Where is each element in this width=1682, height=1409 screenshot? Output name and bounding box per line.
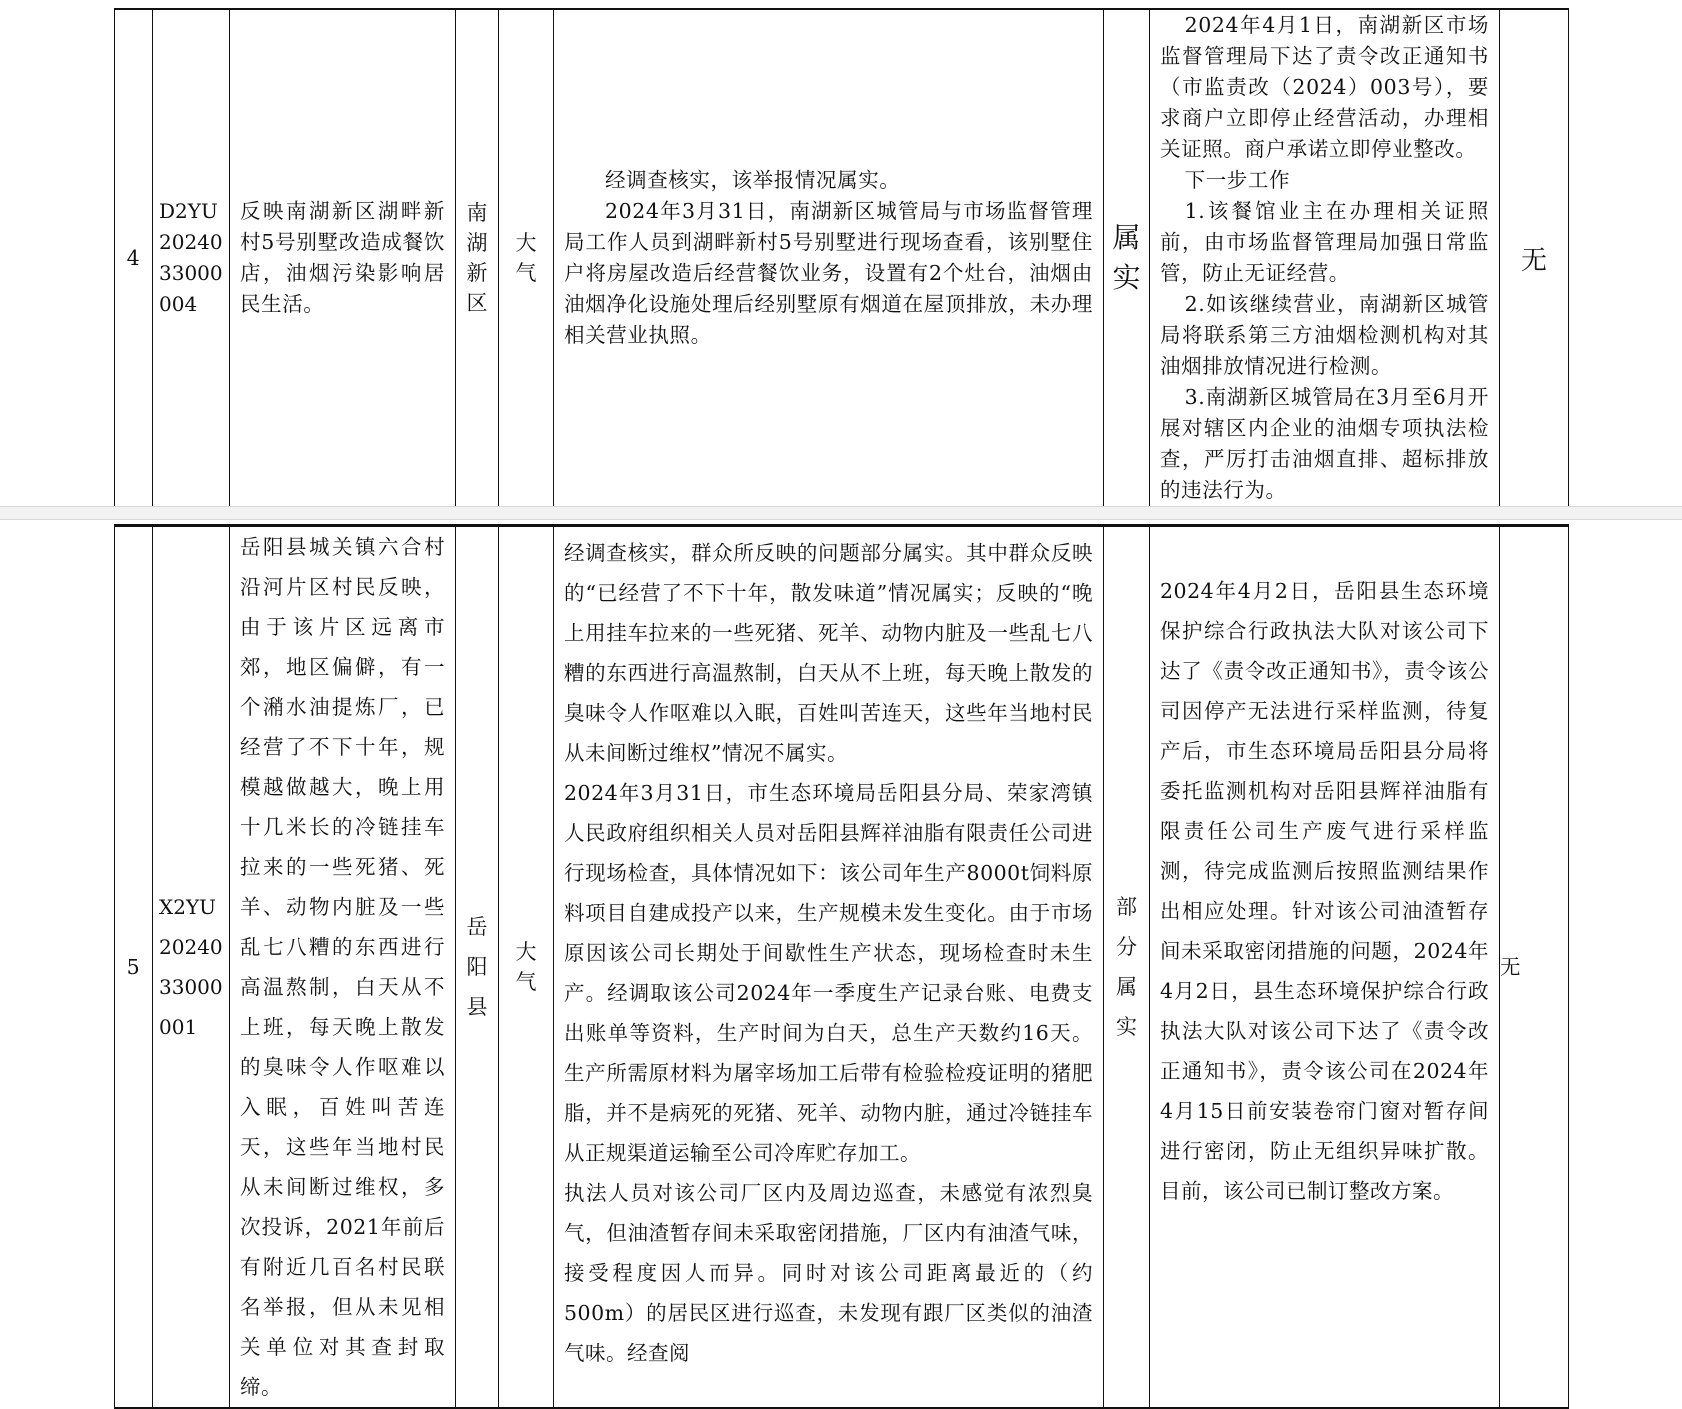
handling-paragraph: 下一步工作 — [1184, 168, 1291, 192]
investigation-paragraph: 2024年3月31日，市生态环境局岳阳县分局、荣家湾镇人民政府组织相关人员对岳阳县辉祥油脂有限责任公司进行现场检查，具体情况如下：该公司年生产8000t饲料原料项目自建成投产以来，生产规模未发生变化。由于市场原因该公司长期处于间歇性生产状态，现场检查时未生产。经调取该公司2024年一季度生产记录台账、电费支出账单等资料，生产时间为白天，总生产天数约16天。生产所需原材料为屠宰场加工后带有检验检疫证明的猪肥脂，并不是病死的死猪、死羊、动物内脏，通过冷链挂车从正规渠道运输至公司冷库贮存加工。 — [564, 781, 1093, 1165]
report-table-bottom — [114, 524, 1569, 1409]
complaint-cell — [230, 526, 456, 1409]
table-row — [115, 9, 1569, 508]
handling-cell — [1150, 526, 1500, 1409]
table-row — [115, 526, 1569, 1409]
pollution-category: 大气 — [515, 231, 537, 285]
page-break — [0, 506, 1682, 520]
report-table-top — [114, 8, 1569, 509]
handling-paragraph: 2024年4月2日，岳阳县生态环境保护综合行政执法大队对该公司下达了《责令改正通知书》，责令该公司因停产无法进行采样监测，待复产后，市生态环境局岳阳县分局将委托监测机构对岳阳县辉祥油脂有限责任公司生产废气进行采样监测，待完成监测后按照监测结果作出相应处理。针对该公司油渣暂存间未采取密闭措施的问题，2024年4月2日，县生态环境保护综合行政执法大队对该公司下达了《责令改正通知书》，责令该公司在2024年4月15日前安装卷帘门窗对暂存间进行密闭，防止无组织异味扩散。目前，该公司已制订整改方案。 — [1160, 579, 1489, 1203]
category-cell — [499, 9, 554, 508]
case-id-cell — [153, 526, 230, 1409]
case-id: X2YU2024033000001 — [159, 895, 223, 1039]
area-cell — [456, 9, 499, 508]
area-cell — [456, 526, 499, 1409]
investigation-paragraph: 2024年3月31日，南湖新区城管局与市场监督管理局工作人员到湖畔新村5号别墅进行现场查看，该别墅住户将房屋改造后经营餐饮业务，设置有2个灶台，油烟由油烟净化设施处理后经别墅原有烟道在屋顶排放，未办理相关营业执照。 — [564, 199, 1093, 347]
complaint-cell — [230, 9, 456, 508]
row-number-cell — [115, 526, 153, 1409]
handling-paragraph: 2024年4月1日，南湖新区市场监督管理局下达了责令改正通知书（市监责改（2024）003号），要求商户立即停止经营活动，办理相关证照。商户承诺立即停业整改。 — [1160, 13, 1489, 161]
accountability-cell — [1500, 526, 1569, 1409]
complaint-text: 反映南湖新区湖畔新村5号别墅改造成餐饮店，油烟污染影响居民生活。 — [240, 199, 445, 316]
row-number-cell — [115, 9, 153, 508]
investigation-paragraph: 经调查核实，群众所反映的问题部分属实。其中群众反映的“已经营了不下十年，散发味道”情况属实；反映的“晚上用挂车拉来的一些死猪、死羊、动物内脏及一些乱七八糟的东西进行高温熬制，白天从不上班，每天晚上散发的臭味令人作呕难以入眠，百姓叫苦连天，这些年当地村民从未间断过维权”情况不属实。 — [564, 541, 1093, 765]
accountability: 无 — [1520, 245, 1547, 276]
accountability: 无 — [1500, 954, 1522, 979]
verdict-cell — [1104, 9, 1150, 508]
handling-paragraph: 2.如该继续营业，南湖新区城管局将联系第三方油烟检测机构对其油烟排放情况进行检测。 — [1160, 292, 1489, 378]
handling-paragraph: 3.南湖新区城管局在3月至6月开展对辖区内企业的油烟专项执法检查，严厉打击油烟直排、超标排放的违法行为。 — [1160, 385, 1489, 502]
investigation-paragraph: 执法人员对该公司厂区内及周边巡查，未感觉有浓烈臭气，但油渣暂存间未采取密闭措施，厂区内有油渣气味，接受程度因人而异。同时对该公司距离最近的（约500m）的居民区进行巡查，未发现有跟厂区类似的油渣气味。经查阅 — [564, 1181, 1093, 1365]
complaint-text: 岳阳县城关镇六合村沿河片区村民反映，由于该片区远离市郊，地区偏僻，有一个潲水油提炼厂，已经营了不下十年，规模越做越大，晚上用十几米长的冷链挂车拉来的一些死猪、死羊、动物内脏及一些乱七八糟的东西进行高温熬制，白天从不上班，每天晚上散发的臭味令人作呕难以入眠，百姓叫苦连天，这些年当地村民从未间断过维权，多次投诉，2021年前后有附近几百名村民联名举报，但从未见相关单位对其查封取缔。 — [240, 535, 445, 1399]
investigation-cell — [554, 526, 1104, 1409]
handling-cell — [1150, 9, 1500, 508]
case-id-cell — [153, 9, 230, 508]
area-name: 岳阳县 — [466, 915, 488, 1019]
accountability-cell — [1500, 9, 1569, 508]
row-number: 5 — [126, 954, 141, 979]
row-number: 4 — [126, 245, 141, 270]
handling-paragraph: 1.该餐馆业主在办理相关证照前，由市场监督管理局加强日常监管，防止无证经营。 — [1160, 199, 1489, 285]
investigation-cell — [554, 9, 1104, 508]
verdict-cell — [1104, 526, 1150, 1409]
case-id: D2YU2024033000004 — [159, 199, 223, 316]
category-cell — [499, 526, 554, 1409]
verdict: 部分属实 — [1116, 895, 1137, 1039]
pollution-category: 大气 — [515, 940, 537, 994]
area-name: 南湖新区 — [466, 201, 488, 315]
verdict: 属实 — [1112, 221, 1141, 294]
investigation-paragraph: 经调查核实，该举报情况属实。 — [605, 168, 901, 192]
